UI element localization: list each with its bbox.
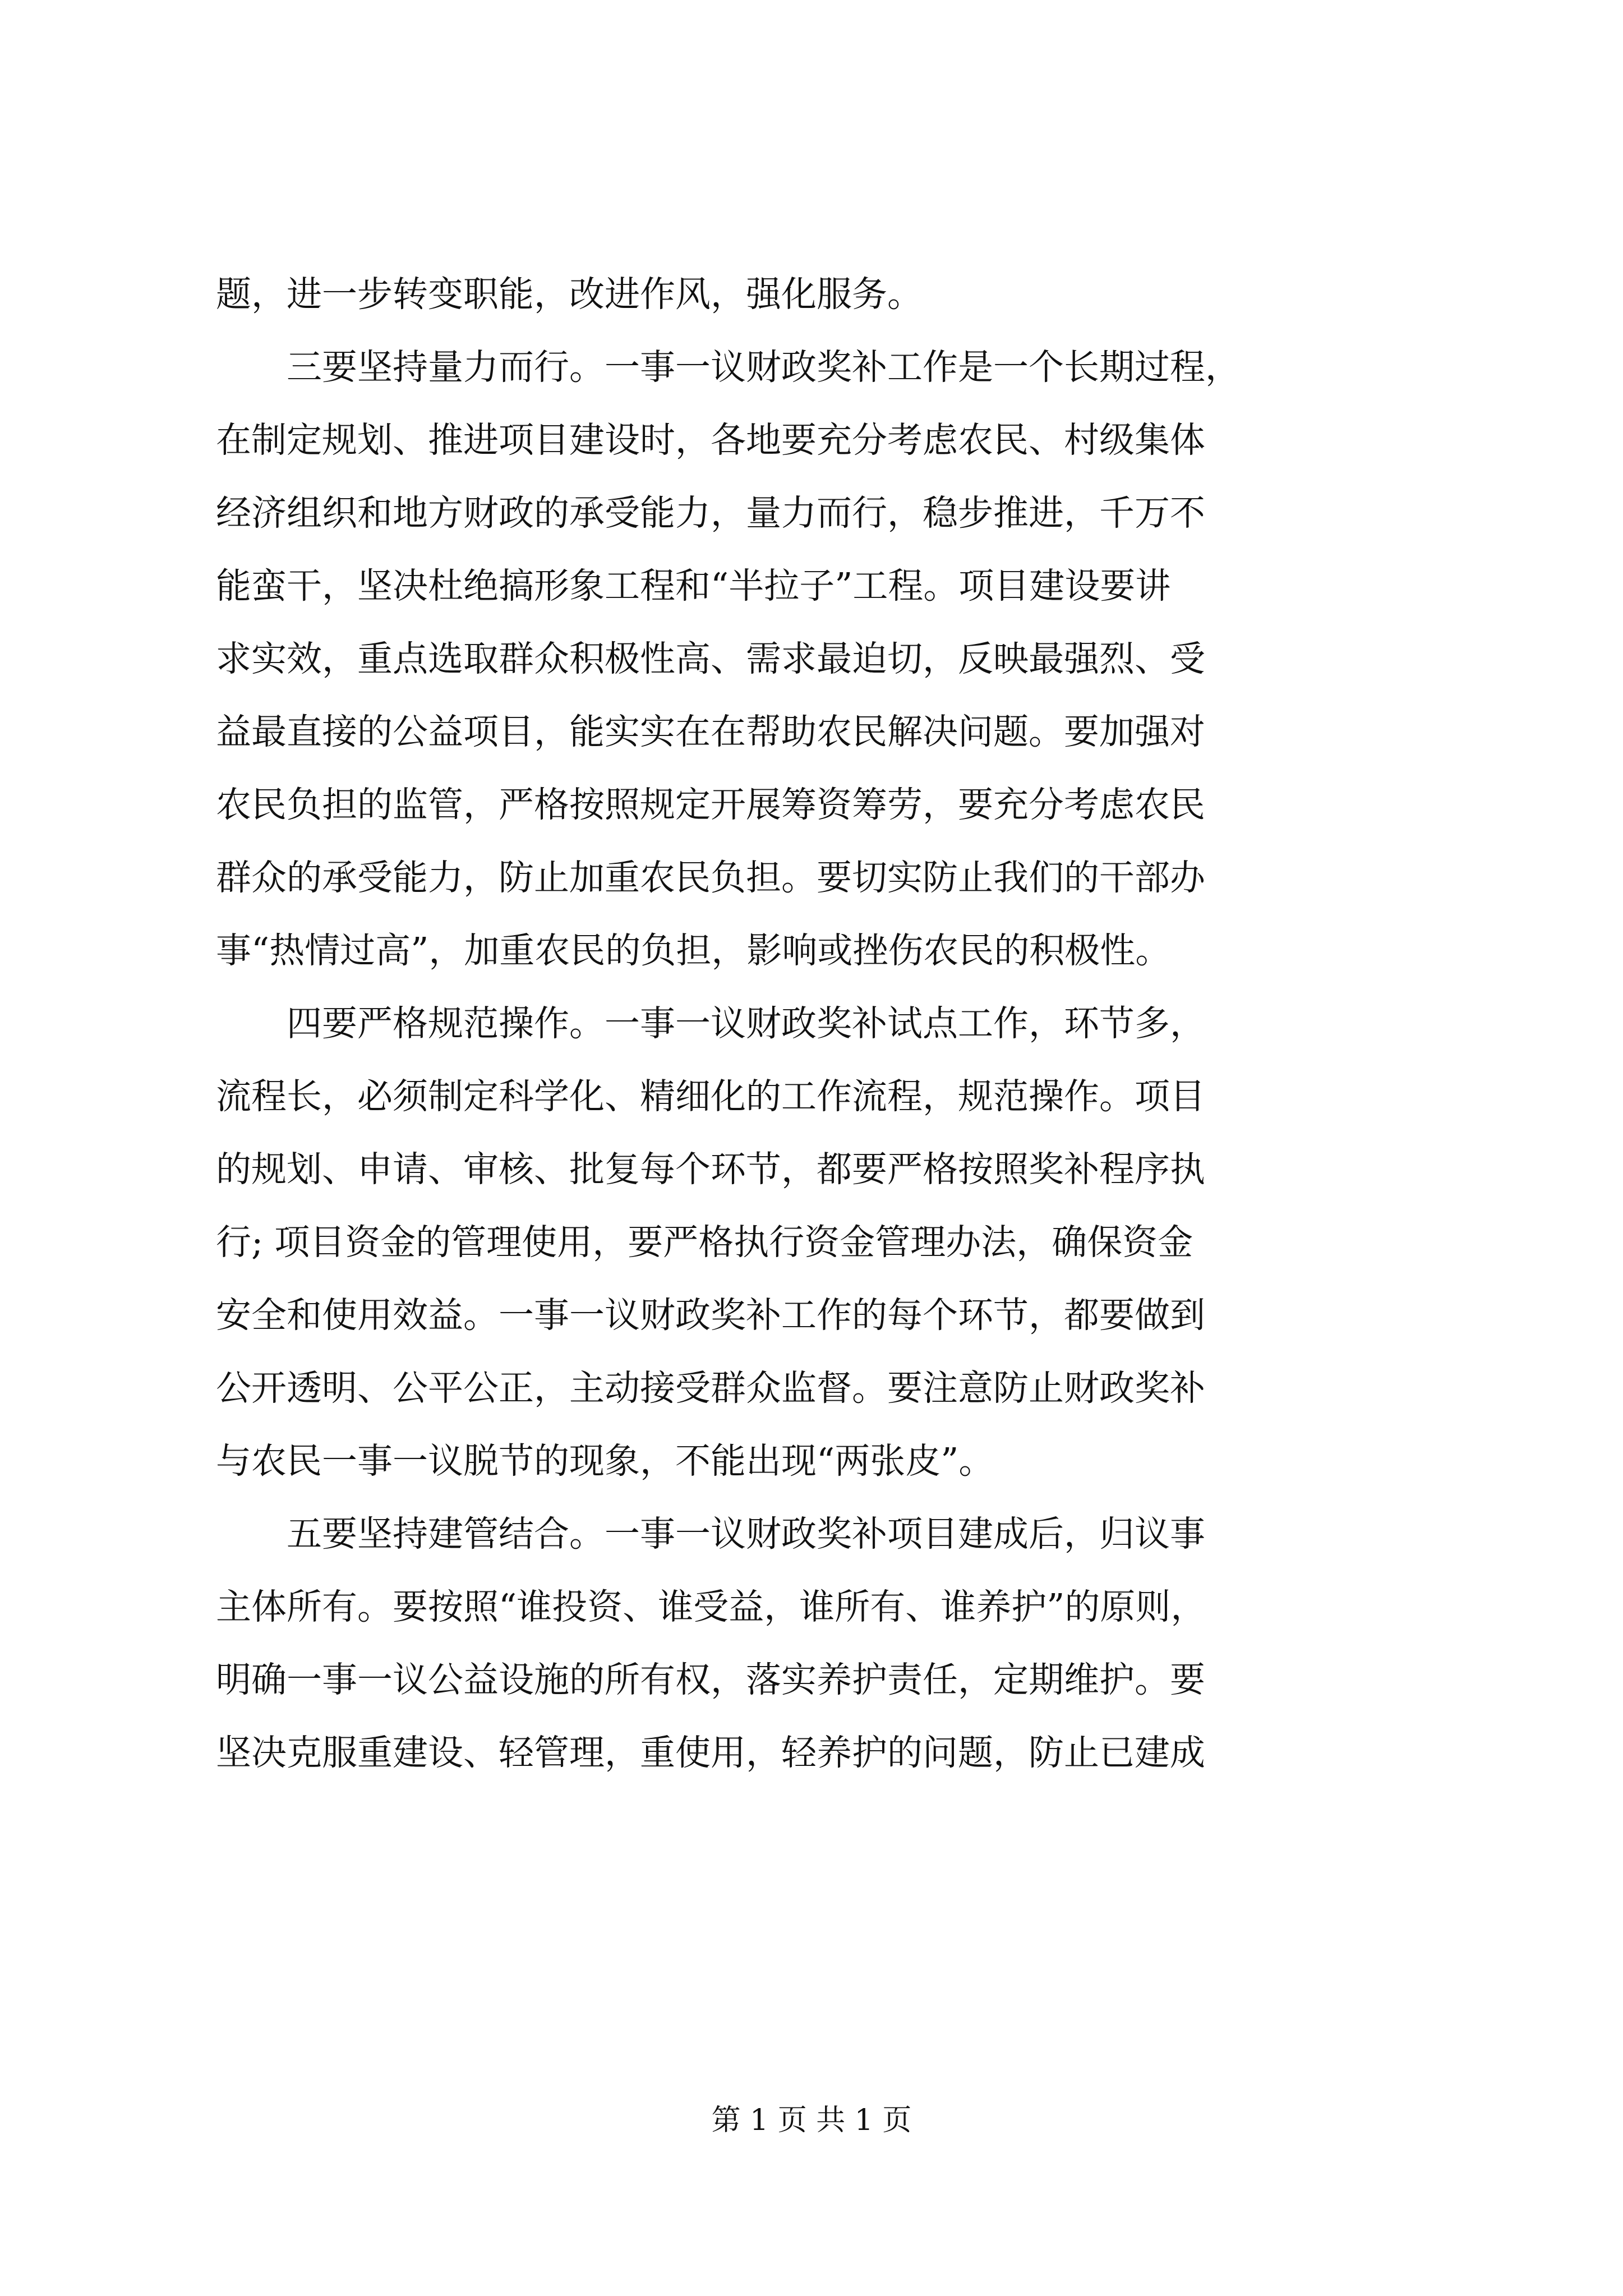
text-line: 主体所有。要按照“谁投资、谁受益，谁所有、谁养护”的原则， (216, 1586, 1206, 1627)
body-text (216, 258, 1483, 1789)
text-line: 明确一事一议公益设施的所有权，落实养护责任，定期维护。要 (216, 1659, 1205, 1700)
text-line: 与农民一事一议脱节的现象，不能出现“两张皮”。 (216, 1441, 994, 1481)
text-line: 事“热情过高”，加重农民的负担，影响或挫伤农民的积极性。 (216, 930, 1171, 971)
text-line: 公开透明、公平公正，主动接受群众监督。要注意防止财政奖补 (216, 1368, 1205, 1409)
text-line: 经济组织和地方财政的承受能力，量力而行，稳步推进，千万不 (216, 493, 1205, 533)
text-line: 五要坚持建管结合。一事一议财政奖补项目建成后，归议事 (287, 1513, 1205, 1554)
text-line: 的规划、申请、审核、批复每个环节，都要严格按照奖补程序执 (216, 1149, 1205, 1190)
page-footer (0, 2101, 1623, 2140)
text-line: 群众的承受能力，防止加重农民负担。要切实防止我们的干部办 (216, 857, 1205, 898)
text-line: 益最直接的公益项目，能实实在在帮助农民解决问题。要加强对 (216, 711, 1205, 752)
text-line: 安全和使用效益。一事一议财政奖补工作的每个环节，都要做到 (216, 1295, 1205, 1336)
text-line: 在制定规划、推进项目建设时，各地要充分考虑农民、村级集体 (216, 420, 1205, 461)
text-line: 坚决克服重建设、轻管理，重使用，轻养护的问题，防止已建成 (216, 1732, 1205, 1773)
page-number-label: 第 1 页 共 1 页 (711, 2104, 912, 2137)
text-line: 题，进一步转变职能，改进作风，强化服务。 (216, 274, 923, 315)
text-line: 行; 项目资金的管理使用，要严格执行资金管理办法，确保资金 (216, 1222, 1193, 1263)
text-line: 流程长，必须制定科学化、精细化的工作流程，规范操作。项目 (216, 1076, 1205, 1117)
text-line: 农民负担的监管，严格按照规定开展筹资筹劳，要充分考虑农民 (216, 784, 1205, 825)
text-line: 求实效，重点选取群众积极性高、需求最迫切，反映最强烈、受 (216, 638, 1205, 679)
text-line: 三要坚持量力而行。一事一议财政奖补工作是一个长期过程， (287, 347, 1241, 388)
text-line: 四要严格规范操作。一事一议财政奖补试点工作，环节多， (287, 1003, 1205, 1044)
text-line: 能蛮干，坚决杜绝搞形象工程和“半拉子”工程。项目建设要讲 (216, 565, 1171, 606)
